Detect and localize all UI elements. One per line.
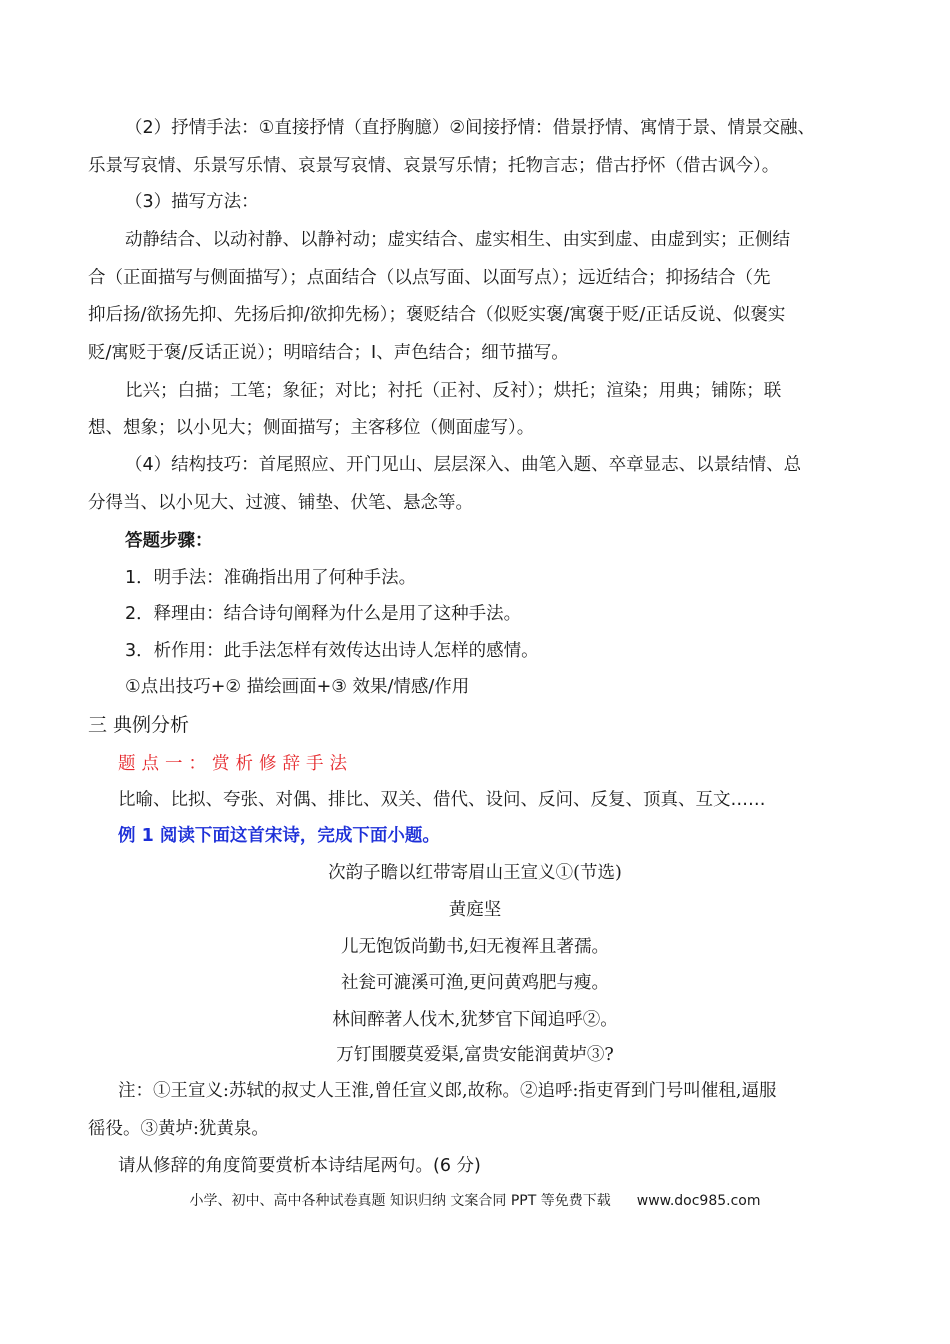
paragraph-line: 合（正面描写与侧面描写）；点面结合（以点写面、以面写点）；远近结合；抑扬结合（先 bbox=[88, 268, 771, 288]
annotation-line: 徭役。③黄垆:犹黄泉。 bbox=[88, 1119, 269, 1139]
poem-line: 社瓮可漉溪可渔,更问黄鸡肥与瘦。 bbox=[340, 973, 610, 993]
poem-line: 林间醉著人伐木,犹梦官下闻追呼②。 bbox=[332, 1010, 618, 1030]
poem-line: 万钉围腰莫爱渠,富贵安能润黄垆③? bbox=[336, 1045, 614, 1065]
section-title: 三 典例分析 bbox=[88, 714, 190, 736]
rhetoric-list: 比喻、比拟、夸张、对偶、排比、双关、借代、设问、反问、反复、顶真、互文…… bbox=[118, 790, 766, 810]
paragraph-line: 比兴；白描；工笔；象征；对比；衬托（正衬、反衬）；烘托；渲染；用典；铺陈；联 bbox=[125, 381, 782, 401]
answer-step: 3．析作用：此手法怎样有效传达出诗人怎样的感情。 bbox=[125, 641, 539, 661]
poem-line: 儿无饱饭尚勤书,妇无複裈且著孺。 bbox=[340, 937, 610, 957]
paragraph-line: （4）结构技巧：首尾照应、开门见山、层层深入、曲笔入题、卒章显志、以景结情、总 bbox=[125, 455, 802, 475]
topic-heading: 题点一：赏析修辞手法 bbox=[118, 754, 353, 774]
poem-author: 黄庭坚 bbox=[448, 900, 502, 920]
paragraph-line: 抑后扬/欲扬先抑、先扬后抑/欲抑先杨）；褒贬结合（似贬实褒/寓褒于贬/正话反说、似褒实 bbox=[88, 305, 786, 325]
footer-url[interactable]: www.doc985.com bbox=[636, 1193, 761, 1209]
paragraph-line: 贬/寓贬于褒/反话正说）；明暗结合；I、声色结合；细节描写。 bbox=[88, 343, 569, 363]
paragraph-line: 动静结合、以动衬静、以静衬动；虚实结合、虚实相生、由实到虚、由虚到实；正侧结 bbox=[125, 230, 790, 250]
example-heading: 例 1 阅读下面这首宋诗，完成下面小题。 bbox=[118, 826, 440, 846]
answer-steps-heading: 答题步骤： bbox=[125, 531, 213, 551]
paragraph-line: 分得当、以小见大、过渡、铺垫、伏笔、悬念等。 bbox=[88, 493, 473, 513]
answer-step: 2．释理由：结合诗句阐释为什么是用了这种手法。 bbox=[125, 604, 522, 624]
annotation-line: 注：①王宣义:苏轼的叔丈人王淮,曾任宣义郎,故称。②追呼:指吏胥到门号叫催租,逼服 bbox=[118, 1081, 777, 1101]
paragraph-line: 想、想象；以小见大；侧面描写；主客移位（侧面虚写）。 bbox=[88, 418, 535, 438]
paragraph-line: （2）抒情手法：①直接抒情（直抒胸臆）②间接抒情：借景抒情、寓情于景、情景交融、 bbox=[125, 118, 816, 138]
answer-step: 1．明手法：准确指出用了何种手法。 bbox=[125, 568, 417, 588]
section-heading: （3）描写方法： bbox=[125, 192, 259, 212]
poem-title: 次韵子瞻以红带寄眉山王宣义①(节选) bbox=[328, 863, 622, 883]
question-text: 请从修辞的角度简要赏析本诗结尾两句。(6 分) bbox=[118, 1156, 481, 1176]
footer-text: 小学、初中、高中各种试卷真题 知识归纳 文案合同 PPT 等免费下载 bbox=[189, 1193, 611, 1209]
answer-formula: ①点出技巧+② 描绘画面+③ 效果/情感/作用 bbox=[125, 677, 470, 697]
page-footer bbox=[0, 1190, 950, 1210]
paragraph-line: 乐景写哀情、乐景写乐情、哀景写哀情、哀景写乐情；托物言志；借古抒怀（借古讽今）。 bbox=[88, 156, 780, 176]
